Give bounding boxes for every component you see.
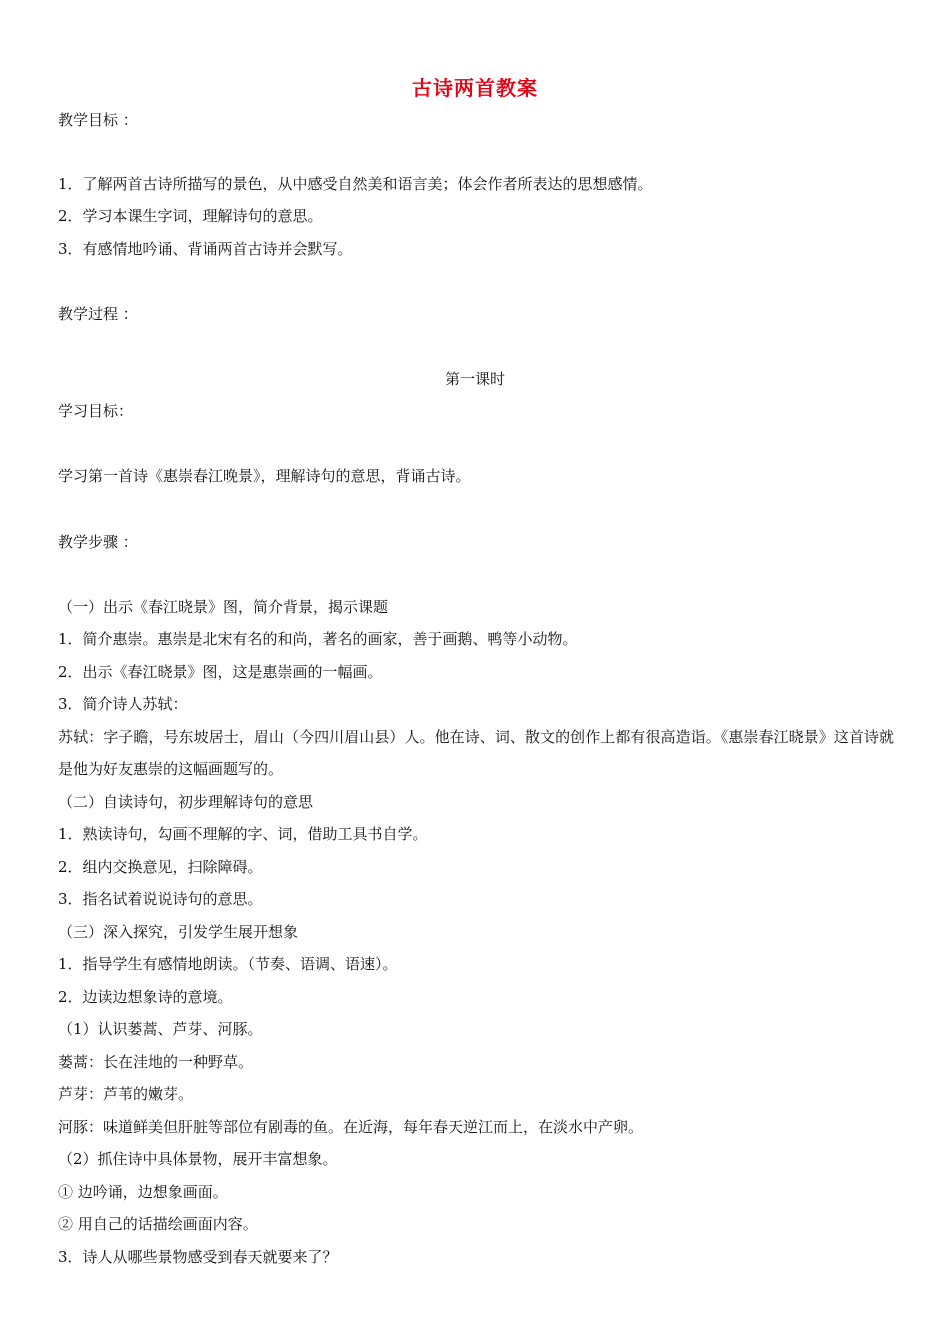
step-item: 1．熟读诗句，勾画不理解的字、词，借助工具书自学。 xyxy=(58,825,428,843)
term-definition: 蒌蒿：长在洼地的一种野草。 xyxy=(58,1053,254,1071)
sub-step-item: ② 用自己的话描绘画面内容。 xyxy=(58,1215,258,1233)
step-item: 3．诗人从哪些景物感受到春天就要来了？ xyxy=(58,1248,338,1266)
step-item: 3．指名试着说说诗句的意思。 xyxy=(58,890,263,908)
objective-item-3: 3．有感情地吟诵、背诵两首古诗并会默写。 xyxy=(58,240,353,258)
sub-step-item: （1）认识蒌蒿、芦芽、河豚。 xyxy=(58,1020,263,1038)
objective-item-2: 2．学习本课生字词，理解诗句的意思。 xyxy=(58,207,323,225)
document-title: 古诗两首教案 xyxy=(412,76,538,100)
sub-step-item: （2）抓住诗中具体景物，展开丰富想象。 xyxy=(58,1150,338,1168)
poet-introduction: 苏轼：字子瞻，号东坡居士，眉山（今四川眉山县）人。他在诗、词、散文的创作上都有很高造诣。《惠崇春江晓景》这首诗就是他为好友惠崇的这幅画题写的。 xyxy=(58,728,894,778)
term-definition: 芦芽：芦苇的嫩芽。 xyxy=(58,1085,194,1103)
lesson-heading: 第一课时 xyxy=(444,370,505,388)
step-item: 1．指导学生有感情地朗读。（节奏、语调、语速）。 xyxy=(58,955,398,973)
step-item: 2．组内交换意见，扫除障碍。 xyxy=(58,858,263,876)
step-heading-3: （三）深入探究，引发学生展开想象 xyxy=(58,923,299,941)
objective-item-1: 1．了解两首古诗所描写的景色，从中感受自然美和语言美；体会作者所表达的思想感情。 xyxy=(58,175,653,193)
step-heading-2: （二）自读诗句，初步理解诗句的意思 xyxy=(58,793,314,811)
step-item: 2．出示《春江晓景》图，这是惠崇画的一幅画。 xyxy=(58,663,383,681)
step-item: 3．简介诗人苏轼： xyxy=(58,695,188,713)
section-heading-process: 教学过程 ： xyxy=(58,305,138,323)
learning-objectives-text: 学习第一首诗《惠崇春江晚景》，理解诗句的意思，背诵古诗。 xyxy=(58,467,471,485)
step-item: 1．简介惠崇。惠崇是北宋有名的和尚，著名的画家，善于画鹅、鸭等小动物。 xyxy=(58,630,578,648)
step-heading-1: （一）出示《春江晓景》图，简介背景，揭示课题 xyxy=(58,598,389,616)
step-item: 2．边读边想象诗的意境。 xyxy=(58,988,233,1006)
term-definition: 河豚：味道鲜美但肝脏等部位有剧毒的鱼。在近海，每年春天逆江而上，在淡水中产卵。 xyxy=(58,1118,644,1136)
section-heading-steps: 教学步骤 ： xyxy=(58,533,138,551)
sub-step-item: ① 边吟诵，边想象画面。 xyxy=(58,1183,228,1201)
learning-objectives-label: 学习目标： xyxy=(58,402,134,420)
section-heading-objectives: 教学目标 ： xyxy=(58,111,138,129)
